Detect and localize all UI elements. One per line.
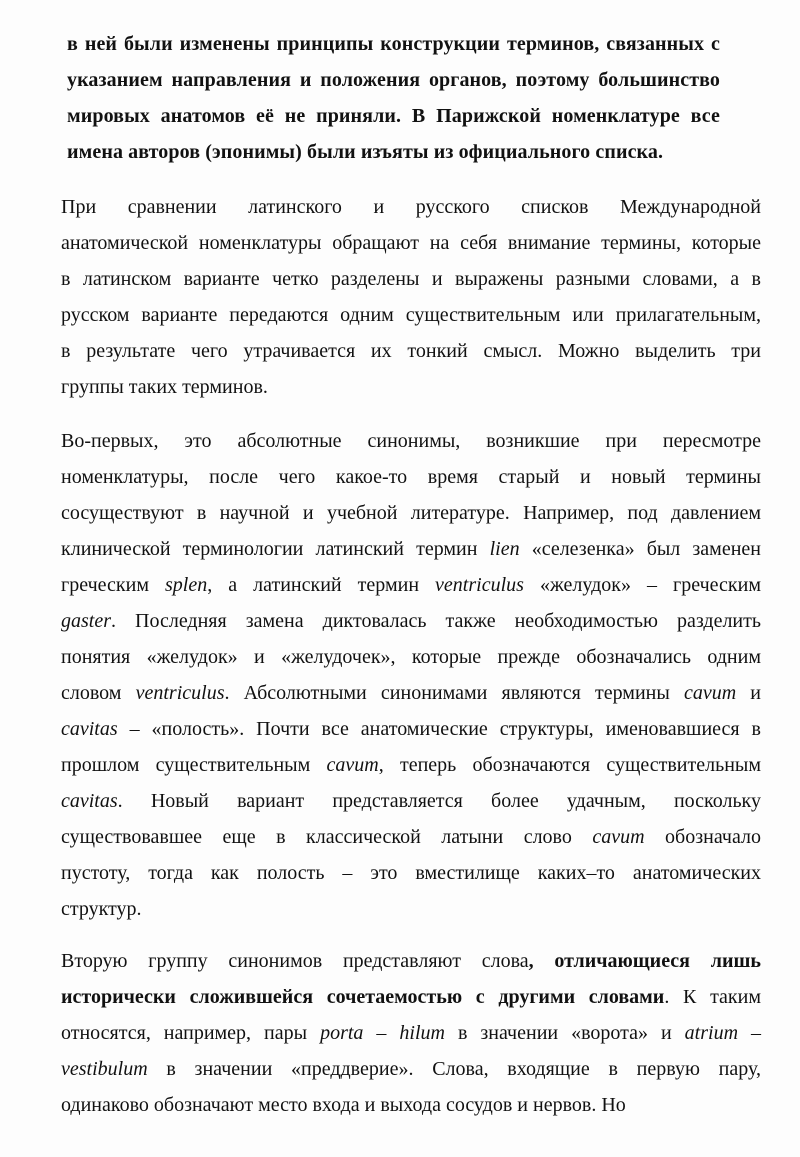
text-line <box>61 862 761 898</box>
text-line <box>61 268 761 304</box>
text-line <box>61 466 761 502</box>
text-line <box>61 1022 761 1058</box>
latin-term: ventriculus <box>435 574 524 596</box>
latin-term: splen <box>165 574 208 596</box>
latin-term: porta <box>320 1022 364 1044</box>
latin-term: ventriculus <box>135 682 225 704</box>
text-line <box>61 610 761 646</box>
bold-phrase: исторически сложившейся сочетаемостью с другими словами <box>61 986 665 1008</box>
text-run: греческим <box>61 574 165 596</box>
text-line <box>61 502 761 538</box>
latin-term: lien <box>489 538 520 560</box>
text-run: – <box>738 1022 762 1044</box>
text-run: группы таких терминов. <box>61 376 268 398</box>
text-run: в ней были изменены принципы конструкции терминов, связанных с <box>67 33 720 55</box>
text-line <box>61 196 761 232</box>
text-line <box>61 826 761 862</box>
text-line <box>61 986 761 1022</box>
text-line <box>61 1094 761 1130</box>
text-run: , а латинский термин <box>207 574 436 596</box>
text-run: одинаково обозначают место входа и выхода сосудов и нервов. Но <box>61 1094 626 1116</box>
text-line <box>61 898 761 934</box>
text-run: «селезенка» был заменен <box>519 538 761 560</box>
latin-term: hilum <box>399 1022 445 1044</box>
text-line <box>61 950 761 986</box>
text-run: пустоту, тогда как полость – это вместилище каких–то анатомических <box>61 862 761 884</box>
text-run: номенклатуры, после чего какое-то время старый и новый термины <box>61 466 761 488</box>
text-run: в результате чего утрачивается их тонкий смысл. Можно выделить три <box>61 340 761 362</box>
text-run: относятся, например, пары <box>61 1022 321 1044</box>
text-run: обозначало <box>644 826 762 848</box>
latin-term: cavitas <box>61 718 118 740</box>
text-run: сосуществуют в научной и учебной литературе. Например, под давлением <box>61 502 761 524</box>
text-run: . Последняя замена диктовалась также необходимостью разделить <box>111 610 761 632</box>
text-line <box>61 790 761 826</box>
text-line <box>67 141 720 177</box>
text-run: клинической терминологии латинский термин <box>61 538 490 560</box>
text-line <box>61 754 761 790</box>
text-line <box>61 646 761 682</box>
text-line <box>61 682 761 718</box>
text-line <box>61 1058 761 1094</box>
text-run: «желудок» – греческим <box>523 574 761 596</box>
text-run: существовавшее еще в классической латыни слово <box>61 826 593 848</box>
paragraph-4 <box>61 950 761 1130</box>
text-run: указанием направления и положения органов, поэтому большинство <box>67 69 720 91</box>
text-run: мировых анатомов её не приняли. В Парижской номенклатуре все <box>67 105 720 127</box>
paragraph-3 <box>61 430 761 934</box>
latin-term: gaster <box>61 610 111 632</box>
latin-term: vestibulum <box>61 1058 148 1080</box>
latin-term: cavum <box>683 682 737 704</box>
latin-term: cavum <box>592 826 645 848</box>
text-run: и <box>736 682 761 704</box>
text-run: в значении «ворота» и <box>444 1022 685 1044</box>
paragraph-1 <box>67 33 720 177</box>
text-run: структур. <box>61 898 142 920</box>
text-run: Вторую группу синонимов представляют слова <box>61 950 529 972</box>
text-run: русском варианте передаются одним существительным или прилагательным, <box>61 304 761 326</box>
latin-term: atrium <box>684 1022 739 1044</box>
text-run: в латинском варианте четко разделены и выражены разными словами, а в <box>61 268 761 290</box>
text-line <box>61 718 761 754</box>
text-line <box>61 574 761 610</box>
text-run: , теперь обозначаются существительным <box>378 754 761 776</box>
latin-term: cavitas <box>61 790 118 812</box>
text-line <box>67 33 720 69</box>
text-run: анатомической номенклатуры обращают на себя внимание термины, которые <box>61 232 761 254</box>
text-line <box>61 232 761 268</box>
text-run: – <box>363 1022 400 1044</box>
bold-phrase: , отличающиеся лишь <box>528 950 761 972</box>
text-run: имена авторов (эпонимы) были изъяты из официального списка. <box>67 141 664 163</box>
text-run: прошлом существительным <box>61 754 327 776</box>
text-line <box>61 430 761 466</box>
paragraph-2 <box>61 196 761 412</box>
text-run: Во-первых, это абсолютные синонимы, возникшие при пересмотре <box>61 430 761 452</box>
text-run: . Новый вариант представляется более удачным, поскольку <box>117 790 761 812</box>
text-run: . К таким <box>664 986 762 1008</box>
text-run: . Абсолютными синонимами являются термины <box>224 682 684 704</box>
text-run: понятия «желудок» и «желудочек», которые прежде обозначались одним <box>61 646 761 668</box>
text-line <box>61 340 761 376</box>
text-run: – «полость». Почти все анатомические структуры, именовавшиеся в <box>117 718 761 740</box>
latin-term: cavum <box>326 754 379 776</box>
text-run: При сравнении латинского и русского списков Международной <box>61 196 761 218</box>
text-run: в значении «преддверие». Слова, входящие в первую пару, <box>147 1058 761 1080</box>
text-line <box>67 105 720 141</box>
text-line <box>67 69 720 105</box>
text-line <box>61 376 761 412</box>
text-line <box>61 304 761 340</box>
text-run: словом <box>61 682 136 704</box>
text-line <box>61 538 761 574</box>
